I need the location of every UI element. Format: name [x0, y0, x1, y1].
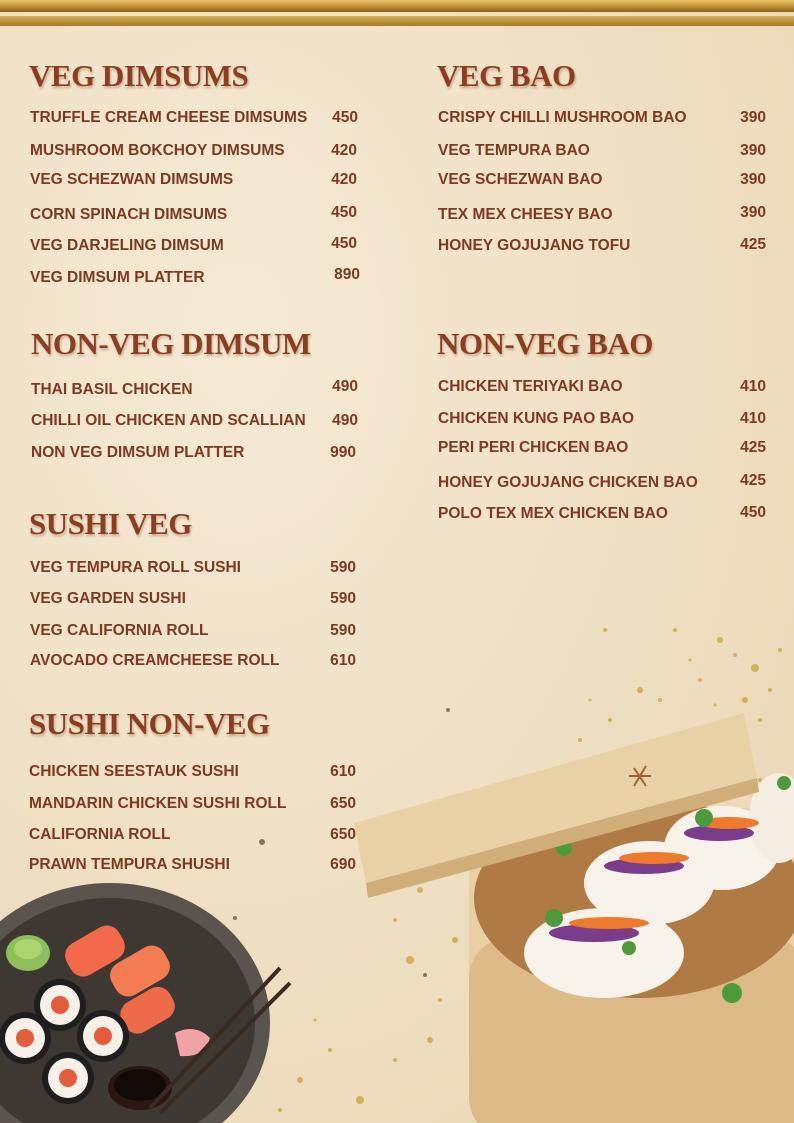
menu-item-name: POLO TEX MEX CHICKEN BAO [438, 505, 668, 522]
menu-item-name: HONEY GOJUJANG TOFU [438, 237, 631, 254]
menu-item-price: 410 [740, 378, 766, 395]
menu-item-price: 650 [330, 795, 356, 812]
menu-item-price: 450 [331, 204, 357, 221]
menu-item-name: HONEY GOJUJANG CHICKEN BAO [438, 474, 698, 491]
menu-item-name: AVOCADO CREAMCHEESE ROLL [30, 652, 280, 669]
menu-item-name: CRISPY CHILLI MUSHROOM BAO [438, 109, 687, 126]
menu-item-price: 890 [334, 266, 360, 283]
menu-item-price: 410 [740, 410, 766, 427]
menu-item-name: VEG DIMSUM PLATTER [30, 269, 205, 286]
menu-item-name: TRUFFLE CREAM CHEESE DIMSUMS [30, 109, 308, 126]
menu-item-price: 425 [740, 236, 766, 253]
veg-bao-heading: VEG BAO [437, 58, 576, 93]
menu-item-price: 425 [740, 439, 766, 456]
menu-item-name: PERI PERI CHICKEN BAO [438, 439, 629, 456]
menu-item-name: CHICKEN TERIYAKI BAO [438, 378, 623, 395]
menu-item-price: 590 [330, 622, 356, 639]
sushi-veg-heading: SUSHI VEG [29, 506, 192, 541]
menu-item-name: VEG SCHEZWAN DIMSUMS [30, 171, 234, 188]
menu-item-name: VEG TEMPURA BAO [438, 142, 590, 159]
menu-item-price: 490 [332, 412, 358, 429]
menu-item-price: 390 [740, 204, 766, 221]
nonveg-bao-heading: NON-VEG BAO [437, 326, 653, 361]
menu-item-price: 590 [330, 590, 356, 607]
menu-item-price: 425 [740, 472, 766, 489]
menu-item-name: CHILLI OIL CHICKEN AND SCALLIAN [31, 412, 306, 429]
menu-item-price: 450 [740, 504, 766, 521]
menu-item-name: CALIFORNIA ROLL [29, 826, 171, 843]
menu-item-name: CORN SPINACH DIMSUMS [30, 206, 228, 223]
menu-item-price: 610 [330, 763, 356, 780]
menu-item-name: VEG TEMPURA ROLL SUSHI [30, 559, 241, 576]
menu-item-price: 610 [330, 652, 356, 669]
menu-item-name: THAI BASIL CHICKEN [31, 381, 193, 398]
menu-item-price: 420 [331, 142, 357, 159]
menu-item-name: CHICKEN SEESTAUK SUSHI [29, 763, 239, 780]
menu-item-price: 450 [331, 235, 357, 252]
bao-steamer-image [354, 708, 794, 1123]
nonveg-dimsum-heading: NON-VEG DIMSUM [31, 326, 311, 361]
menu-item-name: CHICKEN KUNG PAO BAO [438, 410, 635, 427]
menu-item-price: 590 [330, 559, 356, 576]
menu-item-name: PRAWN TEMPURA SHUSHI [29, 856, 230, 873]
menu-item-price: 390 [740, 109, 766, 126]
veg-dimsums-heading: VEG DIMSUMS [29, 58, 249, 93]
menu-item-name: TEX MEX CHEESY BAO [438, 206, 613, 223]
menu-item-price: 690 [330, 856, 356, 873]
menu-item-name: NON VEG DIMSUM PLATTER [31, 444, 245, 461]
menu-item-name: MANDARIN CHICKEN SUSHI ROLL [29, 795, 287, 812]
menu-item-price: 420 [331, 171, 357, 188]
menu-item-price: 650 [330, 826, 356, 843]
menu-item-name: VEG CALIFORNIA ROLL [30, 622, 209, 639]
sushi-plate-image [0, 873, 300, 1123]
menu-item-name: VEG DARJELING DIMSUM [30, 237, 224, 254]
menu-item-price: 390 [740, 171, 766, 188]
menu-item-price: 390 [740, 142, 766, 159]
menu-item-name: VEG SCHEZWAN BAO [438, 171, 603, 188]
menu-item-name: MUSHROOM BOKCHOY DIMSUMS [30, 142, 285, 159]
menu-item-price: 490 [332, 378, 358, 395]
menu-item-price: 990 [330, 444, 356, 461]
menu-item-price: 450 [332, 109, 358, 126]
menu-item-name: VEG GARDEN SUSHI [30, 590, 186, 607]
sushi-nonveg-heading: SUSHI NON-VEG [29, 706, 270, 741]
